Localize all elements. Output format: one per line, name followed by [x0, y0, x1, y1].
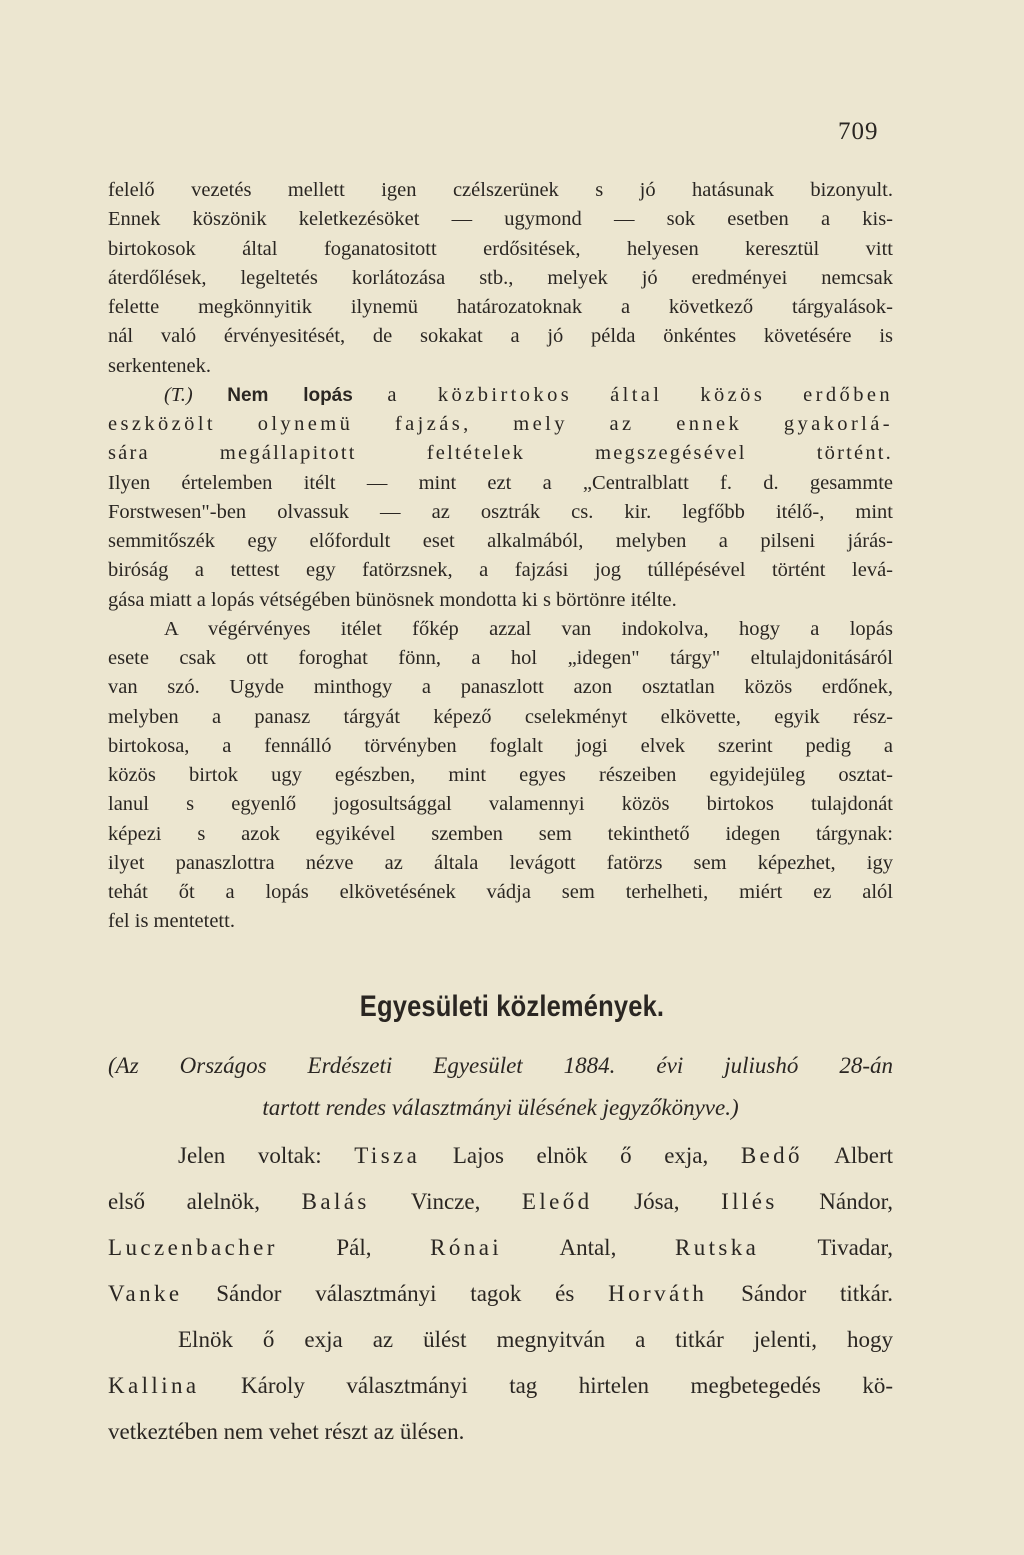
text-line: melyben a panasz tárgyát képező cselekményt elkövette, egyik rész- [108, 705, 893, 728]
text-line: ilyet panaszlottra nézve az általa levágott fatörzs sem képezhet, igy [108, 851, 893, 874]
text-line: eszközölt olynemü fajzás, mely az ennek gyakorlá- [108, 413, 893, 435]
entry-headword: Nem lopás [227, 384, 353, 406]
text-line: Elnök ő exja az ülést megnyitván a titkár jelenti, hogy [178, 1327, 893, 1352]
person-name: Illés [721, 1189, 778, 1214]
text-line: A végérvényes itélet főkép azzal van indokolva, hogy a lopás [164, 617, 893, 640]
person-name: Vanke [108, 1281, 183, 1306]
text-line: lanul s egyenlő jogosultsággal valamennyi közös birtokos tulajdonát [108, 793, 893, 816]
text-span: Lajos elnök ő exja, [452, 1143, 709, 1168]
note-line: (Az Országos Erdészeti Egyesület 1884. évi juliushó 28-án [108, 1053, 893, 1078]
text-span: Vincze, [410, 1189, 481, 1214]
text-line: sára megállapitott feltételek megszegésével történt. [108, 442, 893, 465]
text-span: Albert [834, 1143, 893, 1168]
person-name: Luczenbacher [108, 1235, 278, 1260]
text-span: Tivadar, [817, 1235, 893, 1260]
text-line: nál való érvényesitését, de sokakat a jó példa önkéntes követésére is [108, 325, 893, 348]
text-line: esete csak ott foroghat fönn, a hol „idegen" tárgy" eltulajdonitásáról [108, 647, 893, 669]
text-line: tehát őt a lopás elkövetésének vádja sem terhelheti, miért ez alól [108, 881, 893, 903]
attendance-line [108, 1179, 893, 1225]
text-line: birtokosok által foganatositott erdősitések, helyesen keresztül vitt [108, 237, 893, 260]
attendance-line [108, 1225, 893, 1271]
text-line: Forstwesen"-ben olvassuk — az osztrák cs. kir. legfőbb itélő-, mint [108, 500, 893, 523]
note-line: tartott rendes választmányi ülésének jegyzőkönyve.) [262, 1095, 739, 1120]
entry-heading-rest: a közbirtokos által közös erdőben [387, 383, 893, 406]
text-span: Jelen voltak: [178, 1143, 322, 1168]
text-line: képezi s azok egyikével szemben sem tekinthető idegen tárgynak: [108, 822, 893, 845]
text-line: közös birtok ugy egészben, mint egyes részeiben egyidejüleg osztat- [108, 764, 893, 786]
person-name: Tisza [354, 1143, 421, 1168]
person-name: Rutska [674, 1235, 760, 1260]
text-line: serkentenek. [108, 354, 212, 377]
text-span: Antal, [559, 1235, 617, 1260]
text-span: Sándor titkár. [741, 1281, 893, 1306]
text-span: Pál, [336, 1235, 372, 1260]
attendance-line [108, 1133, 893, 1179]
person-name: Kallina [108, 1373, 200, 1398]
text-line [108, 1363, 893, 1409]
person-name: Horváth [608, 1281, 708, 1306]
text-line: fel is mentetett. [108, 910, 235, 933]
minutes-body [108, 1133, 893, 1455]
text-line: Ilyen értelemben itélt — mint ezt a „Centralblatt f. d. gesammte [108, 471, 893, 494]
text-line: gása miatt a lopás vétségében bünösnek mondotta ki s börtönre itélte. [108, 588, 677, 611]
text-line: semmitőszék egy előfordult eset alkalmából, melyben a pilseni járás- [108, 530, 893, 552]
text-span: első alelnök, [108, 1189, 261, 1214]
page-number: 709 [838, 118, 879, 145]
entry-heading-line [108, 381, 893, 410]
text-span: Nándor, [819, 1189, 893, 1214]
entry-label: (T.) [164, 383, 193, 406]
person-name: Balás [301, 1189, 370, 1214]
text-line: Ennek köszönik keletkezésöket — ugymond — sok esetben a kis- [108, 208, 893, 231]
text-line: felette megkönnyitik ilynemü határozatoknak a következő tárgyalások- [108, 296, 893, 318]
text-span: Károly választmányi tag hirtelen megbetegedés kö- [241, 1373, 893, 1398]
text-span: Sándor választmányi tagok és [216, 1281, 575, 1306]
section-title: Egyesületi közlemények. [359, 990, 665, 1023]
text-line: vetkeztében nem vehet részt az ülésen. [108, 1419, 465, 1444]
text-line: biróság a tettest egy fatörzsnek, a fajzási jog túllépésével történt levá- [108, 559, 893, 582]
person-name: Rónai [430, 1235, 503, 1260]
attendance-line [108, 1271, 893, 1317]
minutes-note [108, 1045, 893, 1129]
person-name: Eleőd [521, 1189, 593, 1214]
text-span: Jósa, [634, 1189, 680, 1214]
main-text-column [108, 176, 893, 937]
text-line: áterdőlések, legeltetés korlátozása stb., melyek jó eredményei nemcsak [108, 266, 893, 289]
text-line: birtokosa, a fennálló törvényben foglalt jogi elvek szerint pedig a [108, 734, 893, 757]
person-name: Bedő [740, 1143, 803, 1168]
text-line: felelő vezetés mellett igen czélszerünek s jó hatásunak bizonyult. [108, 179, 893, 201]
text-line: van szó. Ugyde minthogy a panaszlott azon osztatlan közös erdőnek, [108, 676, 893, 699]
